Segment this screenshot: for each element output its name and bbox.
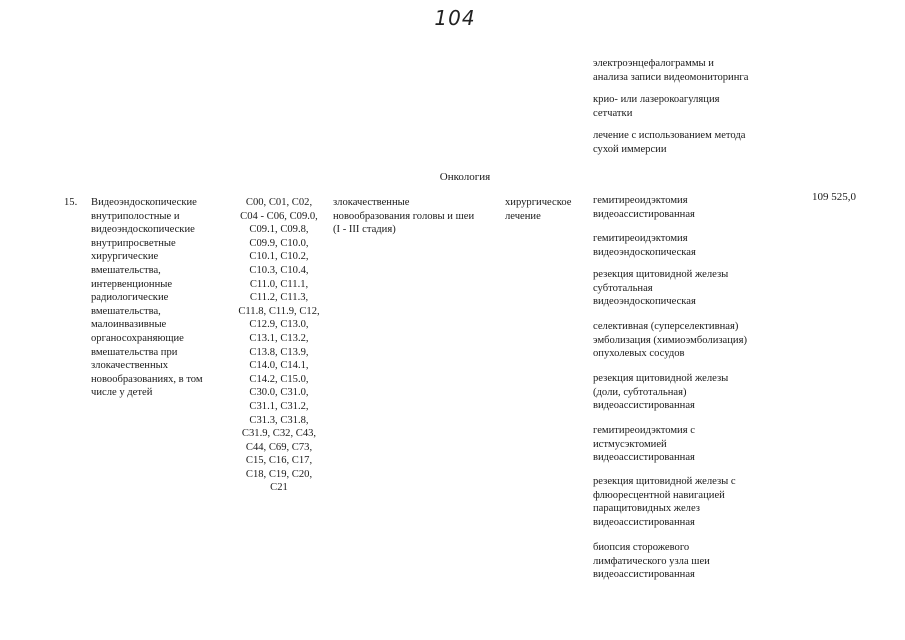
section-title: Онкология — [439, 171, 491, 183]
method-item: лечение с использованием метода сухой иммерсии — [593, 130, 746, 155]
care-type-name: Видеоэндоскопические внутриполостные и видеоэндоскопические внутрипросветные хирургические вмешательства, интервенционные радиологические вмешательства, малоинвазивные органосохраняющие вмешательства при злокачественных новообразованиях, в том числе у детей — [91, 197, 203, 399]
price: 109 525,0 — [812, 191, 856, 203]
method-item: резекция щитовидной железы субтотальная видеоэндоскопическая — [593, 269, 729, 308]
method-item: гемитиреоидэктомия видеоэндоскопическая — [593, 233, 696, 258]
method-item: резекция щитовидной железы с флюоресцентной навигацией паращитовидных желез видеоассистированная — [593, 476, 736, 528]
method-item: электроэнцефалограммы и анализа записи видеомониторинга — [593, 58, 749, 83]
icd-codes: C00, C01, C02, C04 - C06, C09.0, C09.1, C09.8, C09.9, C10.0, C10.1, C10.2, C10.3, C10.4, C11.0, C11.1, C11.2, C11.3, C11.8, C11.9, C12, C12.9, C13.0, C13.1, C13.2, C13.8, C13.9, C14.0, C14.1, C14.2, C15.0, C30.0, C31.0, C31.1, C31.2, C31.3, C31.8, C31.9, C32, C43, C44, C69, C73, C15, C16, C17, C18, C19, C20, C21 — [238, 197, 320, 494]
method-item: гемитиреоидэктомия с истмусэктомией видеоассистированная — [593, 425, 695, 464]
method-item: резекция щитовидной железы (доли, субтотальная) видеоассистированная — [593, 373, 729, 412]
page-number: 104 — [434, 6, 476, 30]
method-item: селективная (суперселективная) эмболизация (химиоэмболизация) опухолевых сосудов — [593, 321, 747, 360]
treatment-type: хирургическое лечение — [505, 197, 572, 222]
method-item: гемитиреоидэктомия видеоассистированная — [593, 195, 695, 220]
method-item: биопсия сторожевого лимфатического узла шеи видеоассистированная — [593, 542, 710, 581]
method-item: крио- или лазерокоагуляция сетчатки — [593, 94, 720, 119]
row-number: 15. — [64, 197, 78, 208]
patient-model: злокачественные новообразования головы и шеи (I - III стадия) — [333, 197, 475, 236]
